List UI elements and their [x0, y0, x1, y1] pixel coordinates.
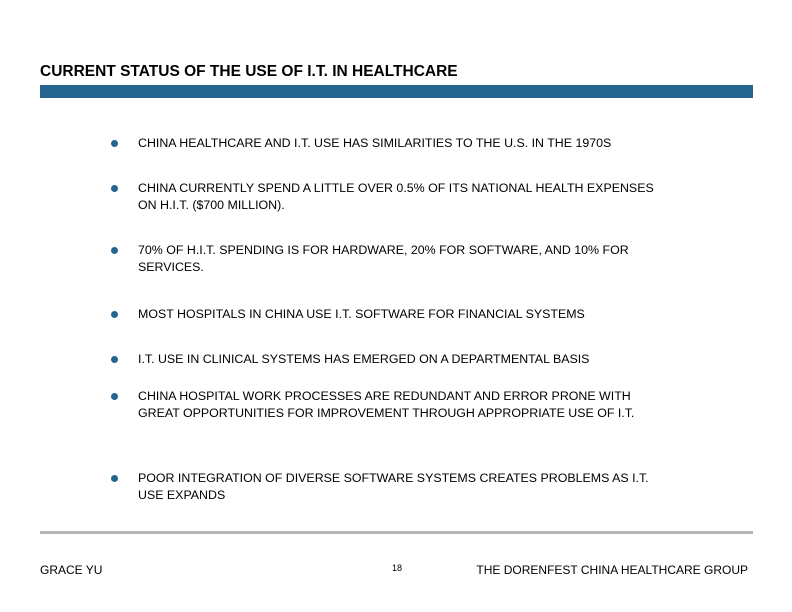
bullet-dot-icon [111, 247, 118, 254]
bullet-text: MOST HOSPITALS IN CHINA USE I.T. SOFTWARE FOR FINANCIAL SYSTEMS [138, 307, 585, 321]
footer-divider [40, 531, 753, 534]
bullet-dot-icon [111, 475, 118, 482]
footer-organization: THE DORENFEST CHINA HEALTHCARE GROUP [476, 563, 748, 577]
bullet-dot-icon [111, 356, 118, 363]
bullet-text: CHINA HOSPITAL WORK PROCESSES ARE REDUNDANT AND ERROR PRONE WITH GREAT OPPORTUNITIES FOR IMPROVEMENT THROUGH APPROPRIATE USE OF I.T. [138, 389, 635, 420]
bullet-text: POOR INTEGRATION OF DIVERSE SOFTWARE SYSTEMS CREATES PROBLEMS AS I.T. USE EXPANDS [138, 471, 649, 502]
bullet-text: CHINA CURRENTLY SPEND A LITTLE OVER 0.5% OF ITS NATIONAL HEALTH EXPENSES ON H.I.T. ($700 MILLION). [138, 181, 654, 212]
bullet-text: CHINA HEALTHCARE AND I.T. USE HAS SIMILARITIES TO THE U.S. IN THE 1970S [138, 136, 612, 150]
bullet-dot-icon [111, 140, 118, 147]
bullet-text: I.T. USE IN CLINICAL SYSTEMS HAS EMERGED ON A DEPARTMENTAL BASIS [138, 352, 590, 366]
bullet-dot-icon [111, 185, 118, 192]
bullet-dot-icon [111, 393, 118, 400]
bullet-text: 70% OF H.I.T. SPENDING IS FOR HARDWARE, 20% FOR SOFTWARE, AND 10% FOR SERVICES. [138, 243, 629, 274]
slide-title: CURRENT STATUS OF THE USE OF I.T. IN HEALTHCARE [40, 63, 458, 80]
page-number: 18 [392, 563, 403, 573]
footer-author: GRACE YU [40, 563, 103, 577]
bullet-dot-icon [111, 311, 118, 318]
